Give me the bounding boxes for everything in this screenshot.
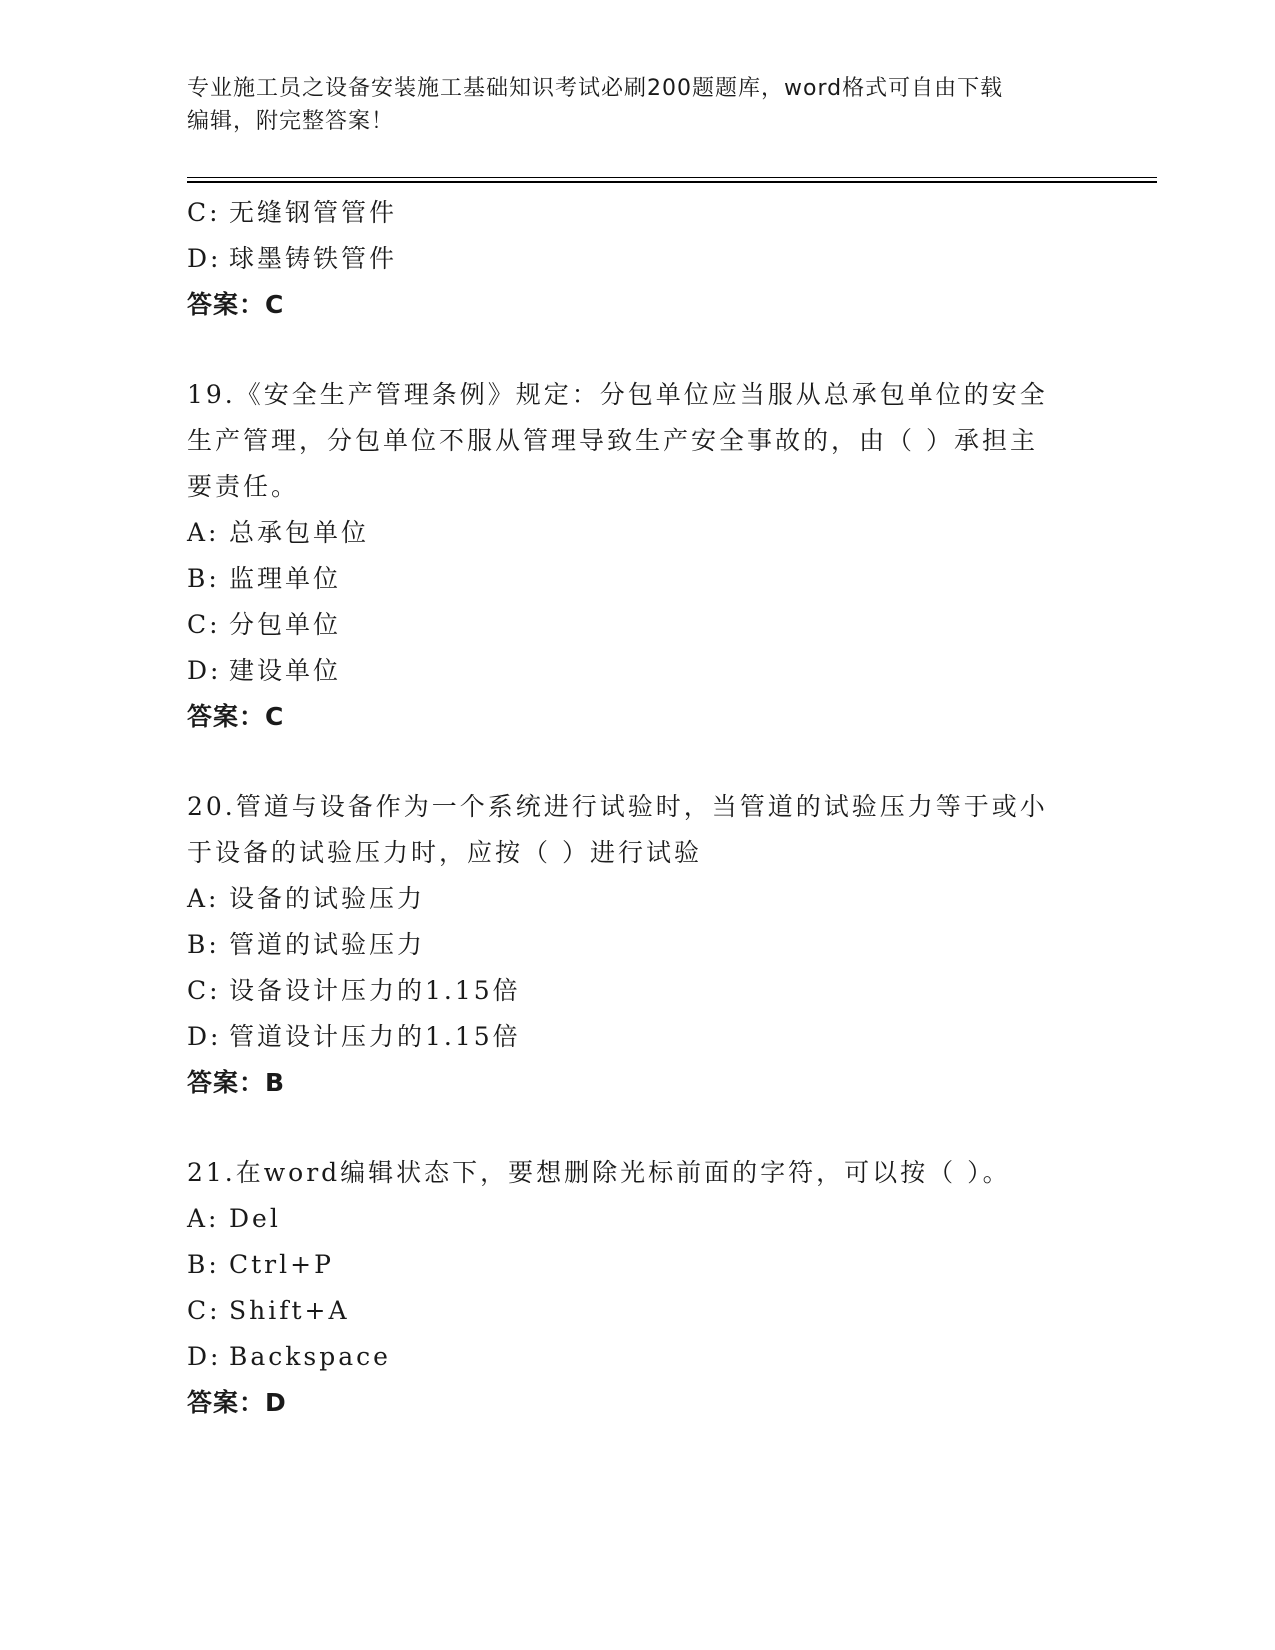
answer-line: 答案：C xyxy=(187,702,285,731)
option-c: C: 无缝钢管管件 xyxy=(187,198,398,227)
question-19 xyxy=(187,372,1087,740)
question-stem: 19.《安全生产管理条例》规定：分包单位应当服从总承包单位的安全 生产管理，分包单位不服从管理导致生产安全事故的，由（ ）承担主 要责任。 xyxy=(187,380,1048,501)
option-a: A: 设备的试验压力 xyxy=(187,884,426,913)
option-b: B: 管道的试验压力 xyxy=(187,930,426,959)
option-d: D: 管道设计压力的1.15倍 xyxy=(187,1022,521,1051)
option-d: D: 球墨铸铁管件 xyxy=(187,244,398,273)
answer-line: 答案：B xyxy=(187,1068,286,1097)
header-line-2: 编辑，附完整答案！ xyxy=(187,109,395,134)
header-divider xyxy=(187,177,1157,183)
page-header xyxy=(187,72,1087,138)
option-c: C: 设备设计压力的1.15倍 xyxy=(187,976,521,1005)
question-18-continued xyxy=(187,190,1087,328)
option-b: B: Ctrl+P xyxy=(187,1250,334,1279)
option-a: A: 总承包单位 xyxy=(187,518,370,547)
header-line-1: 专业施工员之设备安装施工基础知识考试必刷200题题库，word格式可自由下载 xyxy=(187,76,1004,101)
question-stem: 21.在word编辑状态下，要想删除光标前面的字符，可以按（ ）。 xyxy=(187,1158,1011,1187)
answer-line: 答案：C xyxy=(187,290,285,319)
option-d: D: 建设单位 xyxy=(187,656,342,685)
option-a: A: Del xyxy=(187,1204,281,1233)
answer-line: 答案：D xyxy=(187,1388,287,1417)
option-c: C: 分包单位 xyxy=(187,610,342,639)
option-d: D: Backspace xyxy=(187,1342,391,1371)
question-stem: 20.管道与设备作为一个系统进行试验时，当管道的试验压力等于或小 于设备的试验压力时，应按（ ）进行试验 xyxy=(187,792,1048,867)
option-c: C: Shift+A xyxy=(187,1296,350,1325)
question-21 xyxy=(187,1150,1087,1426)
document-body xyxy=(187,190,1087,1426)
option-b: B: 监理单位 xyxy=(187,564,342,593)
question-20 xyxy=(187,784,1087,1106)
